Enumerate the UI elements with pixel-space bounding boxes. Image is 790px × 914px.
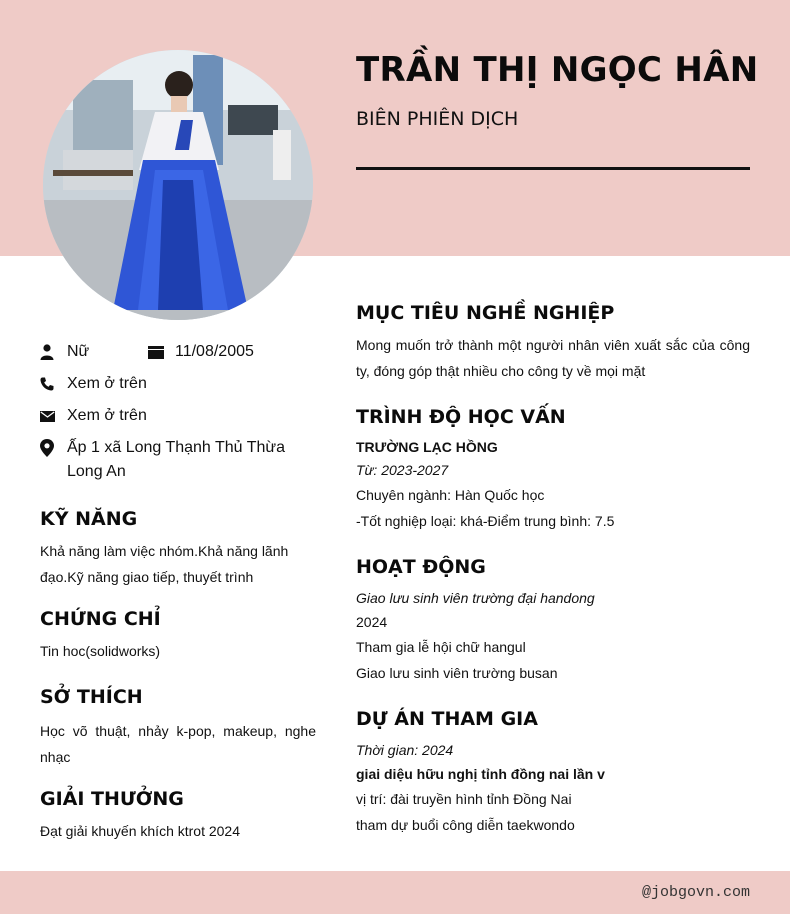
awards-section <box>40 786 316 844</box>
contact-gender <box>40 340 148 364</box>
education-period: Từ: 2023-2027 <box>356 462 449 478</box>
skills-section <box>40 506 316 590</box>
education-section <box>356 404 750 534</box>
objective-text: Mong muốn trở thành một người nhân viên xuất sắc của công ty, đóng góp thật nhiều cho công ty về mọi mặt <box>356 337 750 379</box>
activity-item: Tham gia lễ hội chữ hangul <box>356 639 526 655</box>
hobbies-section <box>40 684 316 770</box>
phone-value: Xem ở trên <box>67 375 147 392</box>
location-pin-icon <box>40 436 67 460</box>
awards-text: Đạt giải khuyến khích ktrot 2024 <box>40 823 241 839</box>
projects-title: DỰ ÁN THAM GIA <box>356 708 538 730</box>
birthday-value: 11/08/2005 <box>175 343 254 360</box>
certificates-section <box>40 606 316 664</box>
hobbies-text: Học võ thuật, nhảy k-pop, makeup, nghe nhạc <box>40 723 316 765</box>
footer-credit: @jobgovn.com <box>641 884 750 901</box>
project-desc: tham dự buổi công diễn taekwondo <box>356 817 575 833</box>
contact-email <box>40 404 316 428</box>
skills-title: KỸ NĂNG <box>40 508 138 530</box>
envelope-icon <box>40 404 67 428</box>
address-value: Ấp 1 xã Long Thạnh Thủ Thừa Long An <box>67 439 285 480</box>
certificates-text: Tin hoc(solidworks) <box>40 643 161 659</box>
job-title: BIÊN PHIÊN DỊCH <box>356 108 519 130</box>
project-name: giai diệu hữu nghị tỉnh đồng nai lần v <box>356 766 605 782</box>
skills-text: Khả năng làm việc nhóm.Khả năng lãnh đạo.Kỹ năng giao tiếp, thuyết trình <box>40 543 289 585</box>
activity-item: Giao lưu sinh viên trường busan <box>356 665 558 681</box>
phone-icon <box>40 372 67 396</box>
objective-title: MỤC TIÊU NGHỀ NGHIỆP <box>356 302 615 324</box>
candidate-name: TRẦN THỊ NGỌC HÂN <box>356 50 759 90</box>
activity-year: 2024 <box>356 614 388 630</box>
education-school: TRƯỜNG LẠC HỒNG <box>356 439 498 455</box>
education-title: TRÌNH ĐỘ HỌC VẤN <box>356 406 566 428</box>
certificates-title: CHỨNG CHỈ <box>40 608 161 630</box>
contact-gender-birthday <box>40 340 316 364</box>
email-value: Xem ở trên <box>67 407 147 424</box>
project-time: Thời gian: 2024 <box>356 742 454 758</box>
projects-section <box>356 706 750 838</box>
activity-name: Giao lưu sinh viên trường đại handong <box>356 590 595 606</box>
objective-section <box>356 300 750 384</box>
calendar-icon <box>148 340 175 364</box>
profile-photo-illustration <box>43 50 313 320</box>
education-grade: -Tốt nghiệp loại: khá-Điểm trung bình: 7.5 <box>356 513 615 529</box>
education-major: Chuyên ngành: Hàn Quốc học <box>356 487 545 503</box>
left-column <box>40 340 316 844</box>
contact-phone <box>40 372 316 396</box>
profile-photo <box>43 50 313 320</box>
activities-section <box>356 554 750 686</box>
gender-value: Nữ <box>67 343 90 360</box>
person-icon <box>40 340 67 364</box>
right-column <box>356 300 750 838</box>
contact-address <box>40 436 316 484</box>
contact-birthday <box>148 340 254 364</box>
activities-title: HOẠT ĐỘNG <box>356 556 486 578</box>
awards-title: GIẢI THƯỞNG <box>40 788 184 810</box>
project-role: vị trí: đài truyền hình tỉnh Đồng Nai <box>356 791 572 807</box>
hobbies-title: SỞ THÍCH <box>40 686 143 708</box>
title-divider <box>356 167 750 170</box>
